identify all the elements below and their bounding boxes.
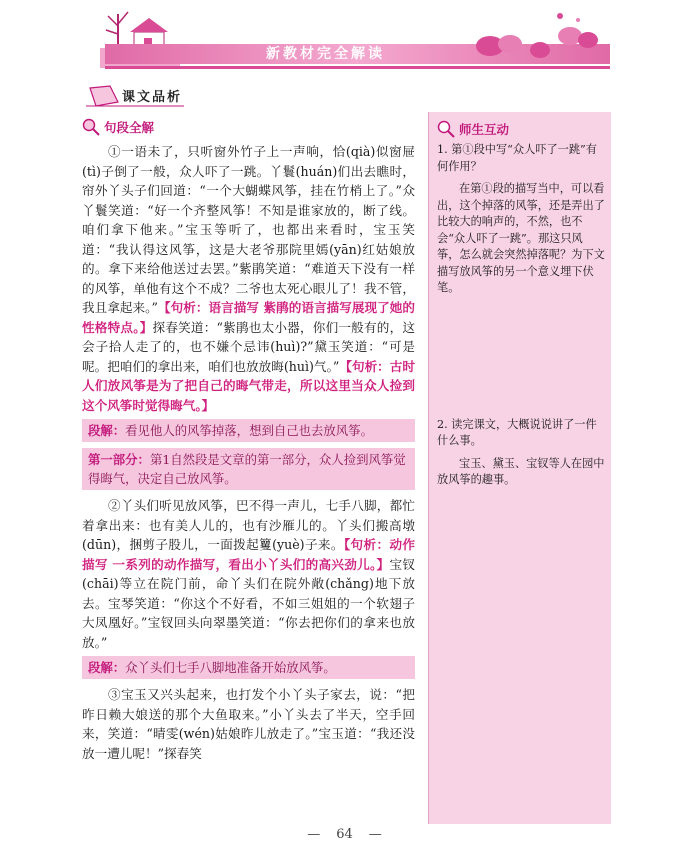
section-title: 课文品析 — [122, 90, 183, 105]
footer-dash-left: — — [307, 827, 321, 842]
paragraph-1 — [82, 142, 415, 415]
page-number: 64 — [336, 827, 353, 842]
summary-label: 段解： — [88, 660, 126, 675]
answer-2: 宝玉、黛玉、宝钗等人在园中放风筝的趣事。 — [437, 456, 605, 486]
summary-text: 众丫头们七手八脚地准备开始放风筝。 — [125, 660, 336, 675]
paragraph-summary-1 — [82, 419, 415, 442]
paragraph-3: ③宝玉又兴头起来，也打发个小丫头子家去，说：“把昨日赖大娘送的那个大鱼取来。”小丫头去了半天，空手回来，笑道：“晴雯(wén)姑娘昨儿放走了。”宝玉道：“我还没放一遭儿呢！”探春笑 — [82, 687, 415, 761]
page-header — [0, 0, 689, 82]
footer-dash-right: — — [368, 827, 382, 842]
header-rule — [105, 66, 610, 69]
sidebar-title: 师生互动 — [459, 122, 510, 137]
annotation-2: 【句析：古时人们放风筝是为了把自己的晦气带走，所以这里当众人捡到这个风筝时觉得晦气。】 — [82, 358, 416, 413]
question-1: 1. 第①段中写“众人吓了一跳”有何作用？ — [437, 143, 597, 173]
subsection-title: 句段全解 — [104, 120, 155, 135]
part-text: 第1自然段是文章的第一部分，众人捡到风筝觉得晦气，决定自己放风筝。 — [88, 452, 406, 486]
butterfly-decoration — [470, 6, 610, 66]
paragraph-summary-2 — [82, 656, 415, 679]
page-footer — [0, 827, 689, 842]
paragraph-1-text-b: 探春笑道：“紫鹃也太小器，你们一般有的，这会子拾人走了的，也不嫌个忌讳(huì)?”黛玉笑道：“可是呢。把咱们的拿出来，咱们也放放晦(huì)气。” — [82, 319, 415, 374]
sidebar-teacher-student — [428, 112, 611, 824]
book-title: 新教材完全解读 — [266, 46, 385, 62]
subsection-header — [82, 118, 415, 136]
part-summary-1 — [82, 448, 415, 490]
summary-text: 看见他人的风筝掉落，想到自己也去放风筝。 — [125, 423, 373, 438]
paragraph-1-text-a: ①一语未了，只听窗外竹子上一声响，恰(qià)似窗屉(tì)子倒了一般，众人吓了一跳。丫鬟(huán)们出去瞧时，帘外丫头子们回道：“一个大蝴蝶风筝，挂在竹梢上了。”众丫鬟笑道：“好一个齐整风筝！不知是谁家放的，断了线。咱们拿下他来。”宝玉等听了，也都出来看时，宝玉笑道：“我认得这风筝，这是大老爷那院里嫣(yān)红姑娘放的。拿下来给他送过去罢。”紫鹃笑道：“难道天下没有一样的风筝，单他有这个不成？二爷也太死心眼儿了！我不管，我且拿起来。” — [82, 144, 415, 315]
paragraph-2 — [82, 496, 415, 652]
annotation-3: 【句析：动作描写 一系列的动作描写，看出小丫头们的高兴劲儿。】 — [82, 537, 416, 572]
magnifier-icon — [82, 118, 100, 136]
summary-label: 段解： — [88, 423, 126, 438]
sidebar-header — [437, 120, 611, 138]
magnifier-icon — [437, 120, 455, 138]
question-2: 2. 读完课文，大概说说讲了一件什么事。 — [437, 417, 597, 447]
part-label: 第一部分： — [88, 452, 150, 467]
paragraph-2-text-a: ②丫头们听见放风筝，巴不得一声儿，七手八脚，都忙着拿出来：也有美人儿的，也有沙雁儿的。丫头们搬高墩(dūn)，捆剪子股儿，一面拨起籰(yuè)子来。 — [82, 498, 415, 552]
annotation-1: 【句析：语言描写 紫鹃的语言描写展现了她的性格特点。】 — [82, 300, 415, 335]
paragraph-2-text-b: 宝钗(chāi)等立在院门前，命丫头们在院外敞(chǎng)地下放去。宝琴笑道：“你这个不好看，不如三姐姐的一个软翅子大凤凰好。”宝钗回头向翠墨笑道：“你去把你们的拿来也放放。” — [82, 556, 415, 650]
spacer — [429, 297, 611, 417]
left-column — [82, 118, 415, 763]
answer-1: 在第①段的描写当中，可以看出，这个掉落的风筝，还是弄出了比较大的响声的，不然，也不会“众人吓了一跳”。那这只风筝，怎么就会突然掉落呢？为下文描写放风筝的另一个意义埋下伏笔。 — [437, 182, 605, 294]
